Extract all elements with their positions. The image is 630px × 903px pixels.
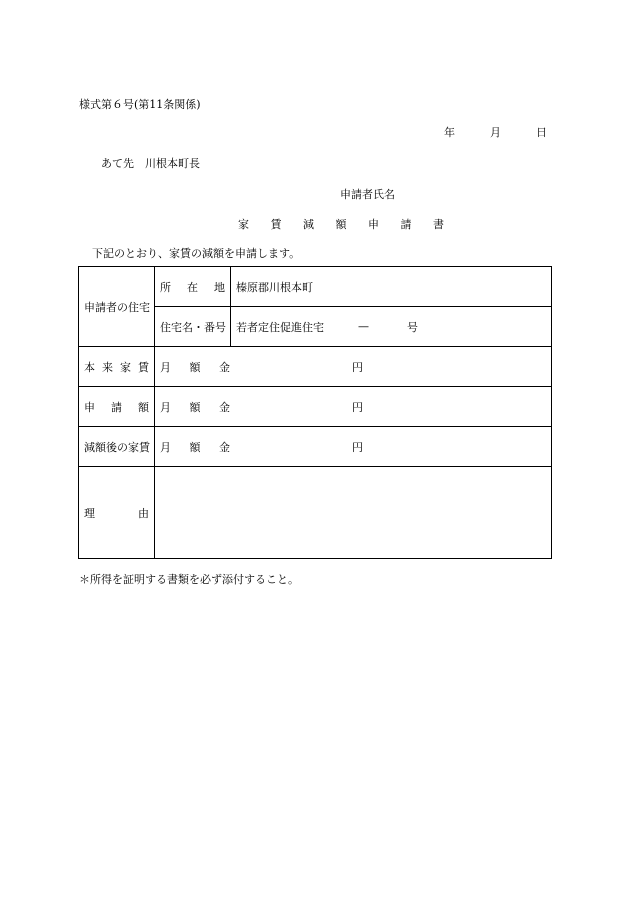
location-value[interactable]: 榛原郡川根本町 [231,267,552,307]
table-row-reduced-rent [79,427,552,467]
date-month-label: 月 [490,126,501,139]
date-day-label: 日 [536,126,547,139]
location-label: 所 在 地 [155,267,231,307]
table-row-application-amount [79,387,552,427]
intro-text: 下記のとおり、家賃の減額を申請します。 [92,247,301,260]
housing-dash: — [358,320,369,333]
reason-field[interactable] [155,467,552,559]
addressee: あて先 川根本町長 [101,157,200,170]
housing-label: 住宅名・番号 [155,307,231,347]
reason-label: 理 由 [79,467,155,559]
housing-number-suffix: 号 [407,320,418,334]
table-row-location [79,267,552,307]
table-row-reason [79,467,552,559]
date-year-label: 年 [444,126,455,139]
reduced-rent-label: 減額後の家賃 [79,427,155,467]
original-rent-label: 本 来 家 賃 [79,347,155,387]
reduced-rent-amount-cell[interactable] [155,427,552,467]
yen-unit: 円 [352,360,363,374]
application-table [78,266,552,559]
monthly-amount-label: 月 額 金 [160,360,230,374]
housing-value-cell[interactable] [231,307,552,347]
housing-name: 若者定住促進住宅 [236,320,324,334]
yen-unit: 円 [352,400,363,414]
residence-label: 申請者の住宅 [79,267,155,347]
yen-unit: 円 [352,440,363,454]
original-rent-amount-cell[interactable] [155,347,552,387]
applicant-name-label: 申請者氏名 [340,188,395,201]
footnote: ＊所得を証明する書類を必ず添付すること。 [79,573,299,586]
application-amount-cell[interactable] [155,387,552,427]
monthly-amount-label: 月 額 金 [160,400,230,414]
table-row-original-rent [79,347,552,387]
form-number: 様式第６号(第11条関係) [79,98,201,111]
document-title: 家 賃 減 額 申 請 書 [238,218,453,231]
application-amount-label: 申 請 額 [79,387,155,427]
monthly-amount-label: 月 額 金 [160,440,230,454]
date-line [444,124,547,140]
